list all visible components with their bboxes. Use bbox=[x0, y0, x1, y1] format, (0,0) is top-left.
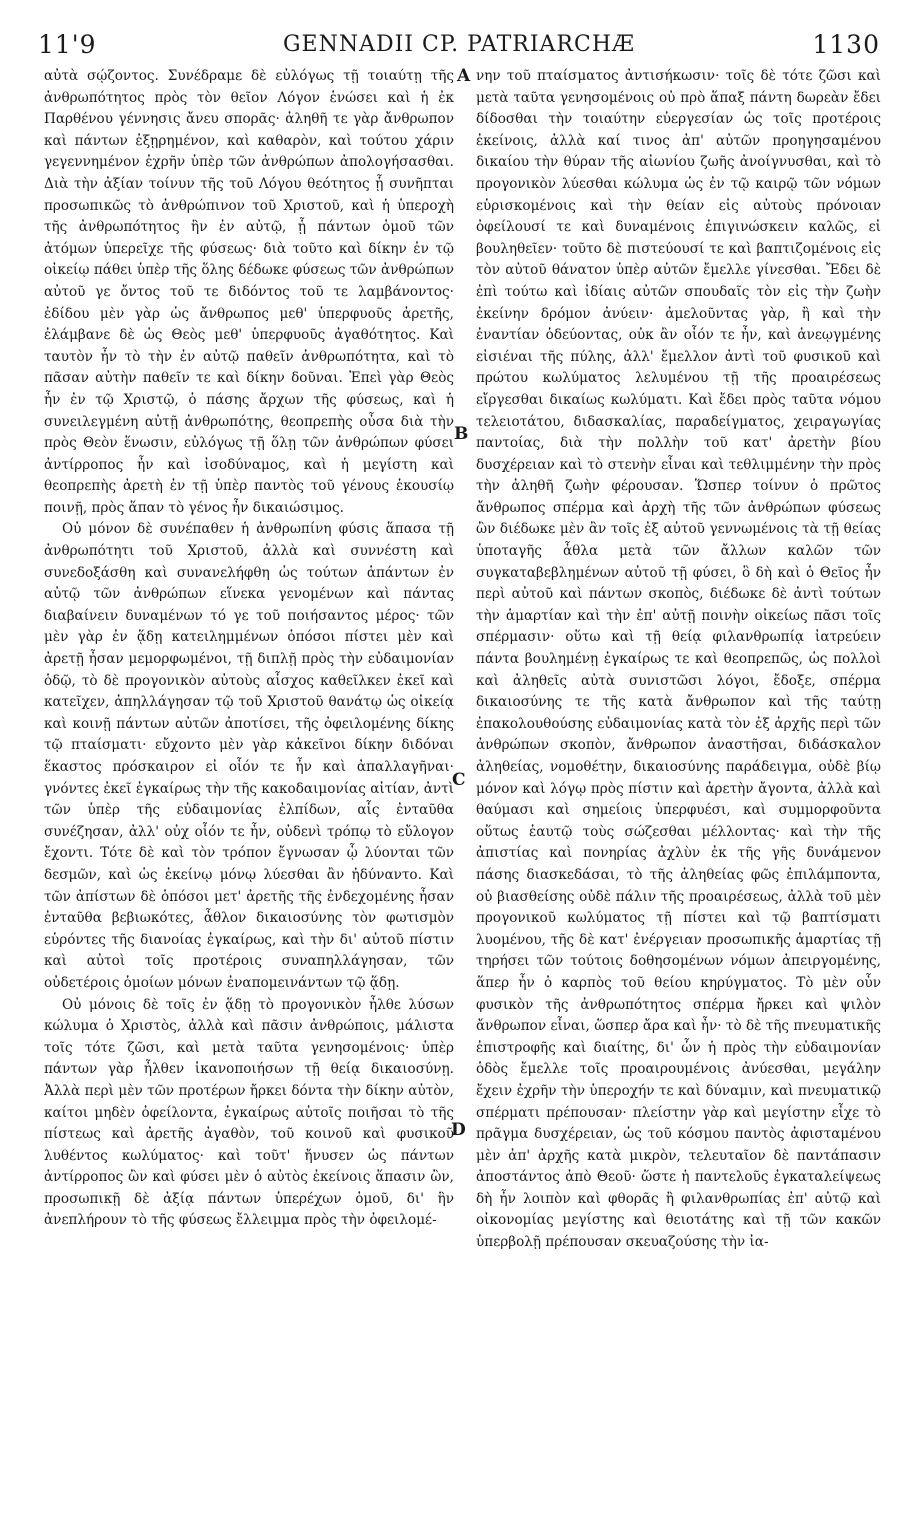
margin-letter-d: D bbox=[451, 1120, 466, 1140]
margin-letter-b: B bbox=[454, 424, 469, 444]
page-number-left: 11'9 bbox=[38, 30, 97, 59]
margin-letter-a: A bbox=[457, 66, 471, 86]
left-paragraph-3: Οὐ μόνοις δὲ τοῖς ἐν ᾅδῃ τὸ προγονικὸν ἦλθε λύσων κώλυμα ὁ Χριστὸς, ἀλλὰ καὶ πᾶσιν ἀνθρώποις, μάλιστα τοῖς τότε ζῶσι, καὶ μετὰ ταῦτα γενησομένοις· ὑπὲρ πάντων γὰρ ἦλθεν ἱκανοποιήσων τῇ θείᾳ δικαιοσύνῃ. Ἀλλὰ περὶ μὲν τῶν προτέρων ἤρκει δόντα τὴν δίκην αὐτὸν, καίτοι μηδὲν ὀφείλοντα, ἐγκαίρως αὐτοῖς ποιῆσαι τὸ τῆς πίστεως καὶ ἀρετῆς ἀγαθὸν, τοῦ κοινοῦ καὶ φυσικοῦ λυθέντος κωλύματος· καὶ τοῦτ' ἤνυσεν ὡς πάντων ἀντίρροπος ὢν καὶ φύσει μὲν ὁ αὐτὸς ἐκείνοις ἅπασιν ὢν, προσωπικῇ δὲ ἀξίᾳ πάντων ὑπερέχων ὁμοῦ, δι' ἣν ἀνεπλήρουν τὸ τῆς φύσεως ἔλλειμμα πρὸς τὴν ὀφειλομέ- bbox=[44, 996, 454, 1229]
page-number-right: 1130 bbox=[812, 30, 880, 59]
left-paragraph-1: αὐτὰ σῴζοντος. Συνέδραμε δὲ εὐλόγως τῇ τοιαύτῃ τῆς ἀνθρωπότητος πρὸς τὸν θεῖον Λόγον ἑνώσει καὶ ἡ ἐκ Παρθένου γέννησις ἄνευ σπορᾶς· ἀληθῆ τε γὰρ ἄνθρωπον καὶ πάντων ἐξῃρημένον, καὶ καθαρὸν, καὶ τούτου χάριν γεγεννημένον ἐχρῆν ὑπὲρ τῶν ἀνθρώπων ἀπολογήσασθαι. Διὰ τὴν ἀξίαν τοίνυν τῆς τοῦ Λόγου θεότητος ᾗ συνῆπται προσωπικῶς τὸ ἀνθρώπινον τοῦ Χριστοῦ, καὶ ἡ ὑπεροχὴ τῆς ἀνθρωπότητος ἣν ἐν αὐτῷ, ᾗ πάντων ὁμοῦ τῶν ἀτόμων ὑπερεῖχε τῆς φύσεως· διὰ τοῦτο καὶ δίκην ἐν τῷ οἰκείῳ πάθει ὑπὲρ τῆς ὅλης δέδωκε φύσεως τῶν ἀνθρώπων αὐτοῦ γε ὄντος τοῦ τε διδόντος τοῦ τε λαμβάνοντος· ἐδίδου μὲν γὰρ ὡς ἄνθρωπος μεθ' ὑπερφυοῦς ἀρετῆς, ἐλάμβανε δὲ ὡς Θεὸς μεθ' ὑπερφυοῦς ἀγαθότητος. Καὶ ταυτὸν ἦν τὸ τὴν ἐν αὐτῷ παθεῖν ἀνθρωπότητα, καὶ τὸ πᾶσαν αὐτὴν παθεῖν τε καὶ δίκην δοῦναι. Ἐπεὶ γὰρ Θεὸς ἦν ἐν τῷ Χριστῷ, ὁ πάσης ἄρχων τῆς φύσεως, καὶ ἡ συνειλεγμένη αὐτῇ ἀνθρωπότης, θεοπρεπὴς οὖσα διὰ τὴν πρὸς Θεὸν ἕνωσιν, εὐλόγως τῇ ὅλῃ τῶν ἀνθρώπων φύσει ἀντίρροπος ἦν καὶ ἰσοδύναμος, καὶ ἡ μεγίστη καὶ θεοπρεπὴς ἀρετὴ ἐν τῇ ὑπὲρ παντὸς τοῦ γένους ἑκουσίῳ ποινῇ, πρὸς ἅπαν τὸ γένος ἦν δικαιώσιμος. bbox=[44, 68, 454, 516]
left-paragraph-2: Οὐ μόνον δὲ συνέπαθεν ἡ ἀνθρωπίνη φύσις ἅπασα τῇ ἀνθρωπότητι τοῦ Χριστοῦ, ἀλλὰ καὶ συννέστη καὶ συνεδοξάσθη καὶ συνανελήφθη ὡς τούτων ἁπάντων ἐν αὐτῷ τῶν ἀνθρώπων εἵνεκα γενομένων καὶ πάντας διαβαίνειν δυναμένων τό γε τοῦ ποιήσαντος μέρος· τῶν μὲν γὰρ ἐν ᾅδῃ κατειλημμένων ὁπόσοι πίστει μὲν καὶ ἀρετῇ ἦσαν μεμορφωμένοι, τῇ διπλῇ πρὸς τὴν εὐδαιμονίαν ὁδῷ, τὸ δὲ προγονικὸν αὐτοὺς αἶσχος καθεῖλκεν ἐκεῖ καὶ κατεῖχεν, ἀπηλλάγησαν τῷ τοῦ Χριστοῦ θανάτῳ ὡς οἰκείᾳ καὶ κοινῇ πάντων αὐτῶν ἀποτίσει, τῆς ὀφειλομένης δίκης τῷ πταίσματι· εὔχοντο μὲν γὰρ κἀκεῖνοι δίκην διδόναι ἕκαστος πρόσκαιρον εἰ οἷόν τε ἦν καὶ ἀπαλλαγῆναι· γνόντες ἐκεῖ ἐγκαίρως τὴν τῆς κακοδαιμονίας αἰτίαν, ἀντὶ τῶν ὑπὲρ τῆς εὐδαιμονίας ἐλπίδων, αἷς ἐνταῦθα συνέζησαν, ἀλλ' οὐχ οἷόν τε ἦν, οὐδενὶ τρόπῳ τὸ εὔλογον ἔχοντι. Τότε δὲ καὶ τὸν τρόπον ἔγνωσαν ᾧ λύονται τῶν δεσμῶν, καὶ ὡς ἐκείνῳ μόνῳ λύεσθαι ἂν ἠδύναντο. Καὶ τῶν ἀπίστων δὲ ὁπόσοι μετ' ἀρετῆς τῆς ἐνδεχομένης ἦσαν ἐνταῦθα βεβιωκότες, ἆθλον δικαιοσύνης τὸν φωτισμὸν εὑρόντες τῆς διανοίας ἐγκαίρως, καὶ τὴν δι' αὐτοῦ πίστιν καὶ αὐτοὶ τοῖς προτέροις συναπηλλάγησαν, τῶν οὐδετέροις ὁμοίων μόνων ἐναπομεινάντων τῷ ᾅδῃ. bbox=[44, 521, 454, 991]
page-header bbox=[38, 30, 880, 64]
right-column bbox=[476, 66, 881, 1254]
left-column bbox=[44, 66, 454, 1232]
margin-letter-c: C bbox=[452, 770, 466, 790]
running-title: GENNADII CP. PATRIARCHÆ bbox=[282, 32, 636, 57]
right-paragraph-1: νην τοῦ πταίσματος ἀντισήκωσιν· τοῖς δὲ τότε ζῶσι καὶ μετὰ ταῦτα γενησομένοις οὐ πρὸ ἅπαξ πάντη δωρεὰν ἔδει δίδοσθαι τὴν τοιαύτην εὐεργεσίαν ὡς τοῖς προτέροις ἐκείνοις, ἀλλὰ καί τινος ἀπ' αὐτῶν προηγησαμένου δικαίου τὴν θύραν τῆς αἰωνίου ζωῆς ἀνοίγνυσθαι, καὶ τὸ προγονικὸν λύεσθαι κώλυμα ὡς ἐν τῷ καιρῷ τῶν νόμων εὑρισκομένοις καὶ τὴν θείαν εἰς αὐτοὺς πρόνοιαν ὀφείλουσί τε καὶ δυναμένοις ἐπιγινώσκειν καλῶς, εἰ βουληθεῖεν· τοῦτο δὲ πιστεύουσί τε καὶ βαπτιζομένοις εἰς τὸν αὐτοῦ θάνατον ὑπὲρ αὐτῶν ἔμελλε γίνεσθαι. Ἔδει δὲ ἐπὶ τούτω καὶ ἰδίαις αὐτῶν σπουδαῖς τὸν εἰς τὴν ζωὴν ἐκείνην δρόμον ἀνύειν· ἀμελοῦντας γὰρ, ἢ καὶ τὴν ἐναντίαν ὁδεύοντας, οὐκ ἂν οἷόν τε ἦν, καὶ ἀνεῳγμένης εἰσιέναι τῆς πύλης, ἀλλ' ἔμελλον ἀντὶ τοῦ φυσικοῦ καὶ πρώτου κωλύματος λελυμένου τῇ τῆς προαιρέσεως εἴργεσθαι δικαίως κωλύματι. Καὶ ἔδει πρὸς ταῦτα νόμου τελειοτάτου, διδασκαλίας, παραδείγματος, χειραγωγίας παντοίας, διὰ τὴν πολλὴν τοῦ κατ' ἀρετὴν βίου δυσχέρειαν καὶ τὸ στενὴν εἶναι καὶ τεθλιμμένην τὴν πρὸς τὴν ἀληθῆ ζωὴν φέρουσαν. Ὥσπερ τοίνυν ὁ πρῶτος ἄνθρωπος σπέρμα καὶ ἀρχὴ τῆς τῶν ἀνθρώπων φύσεως ὢν διέδωκε μὲν ἂν τοῖς ἐξ αὐτοῦ γεννωμένοις τὰ τῇ θείας ὑποταγῆς ἆθλα μετὰ τῶν ἄλλων καλῶν τῶν συγκαταβεβλημένων αὐτοῦ τῇ φύσει, ὃ δὴ καὶ ὁ Θεῖος ἦν περὶ αὐτοῦ καὶ πάντων σκοπὸς, διέδωκε δὲ ἀντὶ τούτων τὴν ἁμαρτίαν καὶ τὴν ἐπ' αὐτῇ ποινὴν οἰκείως πᾶσι τοῖς σπέρμασιν· οὕτω καὶ τῇ θείᾳ φιλανθρωπίᾳ ἰατρεύειν πάντα βουλημένῃ ἐγκαίρως τε καὶ θεοπρεπῶς, ὡς πολλοὶ καὶ ἀληθεῖς αὐτὰ συνιστῶσι λόγοι, ἔδοξε, σπέρμα δικαιοσύνης τε τῆς κατὰ ἄνθρωπον καὶ τῆς ταύτῃ ἐπακολουθούσης εὐδαιμονίας κατὰ τὸν ἐξ ἀρχῆς περὶ τῶν ἀνθρώπων σκοπὸν, ἄνθρωπον ἀναστῆσαι, διδάσκαλον ἀληθείας, νομοθέτην, δικαιοσύνης παράδειγμα, οὐδὲ βίῳ μόνον καὶ λόγῳ πρὸς πίστιν καὶ ἀρετὴν ἄγοντα, ἀλλὰ καὶ θαύμασι καὶ σημείοις ὑπερφυέσι, καὶ συμμορφοῦντα οὕτως ἑαυτῷ τοὺς σώζεσθαι μέλλοντας· καὶ τὴν τῆς ἀπιστίας καὶ πονηρίας ἀχλὺν ἐκ τῆς γῆς δυνάμενον πάσης διασκεδάσαι, τὸ τῆς ἀληθείας φῶς ἐπιλάμποντα, οὐ βιασθείσης οὐδὲ πάλιν τῆς προαιρέσεως, ἀλλὰ τοῦ μὲν προγονικοῦ κωλύματος τῇ πίστει καὶ τῷ βαπτίσματι λυομένου, τῆς δὲ κατ' ἐνέργειαν προσωπικῆς ἁμαρτίας τῇ τηρήσει τῶν τούτοις δοθησομένων νόμων ἀπειργομένης, ἅπερ ἦν ὁ καρπὸς τοῦ θείου κηρύγματος. Τὸ μὲν οὖν φυσικὸν τῆς ἀνθρωπότητος σπέρμα ἤρκει καὶ ψιλὸν ἄνθρωπον εἶναι, ὥσπερ ἄρα καὶ ἦν· τὸ δὲ τῆς πνευματικῆς ἐπιστροφῆς καὶ διαίτης, δι' ὧν ἡ πρὸς τὴν εὐδαιμονίαν ὁδὸς ἔμελλε τοῖς προαιρουμένοις ἀνύεσθαι, μεγάλην ἔχειν ἐχρῆν τὴν ὑπεροχήν τε καὶ δύναμιν, καὶ πνευματικῷ σπέρματι πρέπουσαν· πλείστην γὰρ καὶ μεγίστην εἶχε τὸ πρᾶγμα δυσχέρειαν, ὡς τοῦ κόσμου παντὸς ἀφισταμένου μὲν ἀπ' ἀρχῆς κατὰ μικρὸν, τελευταῖον δὲ παντάπασιν ἀποστάντος ἀπὸ Θεοῦ· ὥστε ἡ παντελοῦς ἐγκαταλείψεως δὴ ἦν λοιπὸν καὶ φθορᾶς ἢ φιλανθρωπίας ἐπ' αὐτῷ καὶ οἰκονομίας μεγίστης καὶ θειοτάτης καὶ τῇ τῶν κακῶν ὑπερβολῇ πρέπουσαν σκευαζούσης τὴν ἰα- bbox=[476, 68, 881, 1251]
